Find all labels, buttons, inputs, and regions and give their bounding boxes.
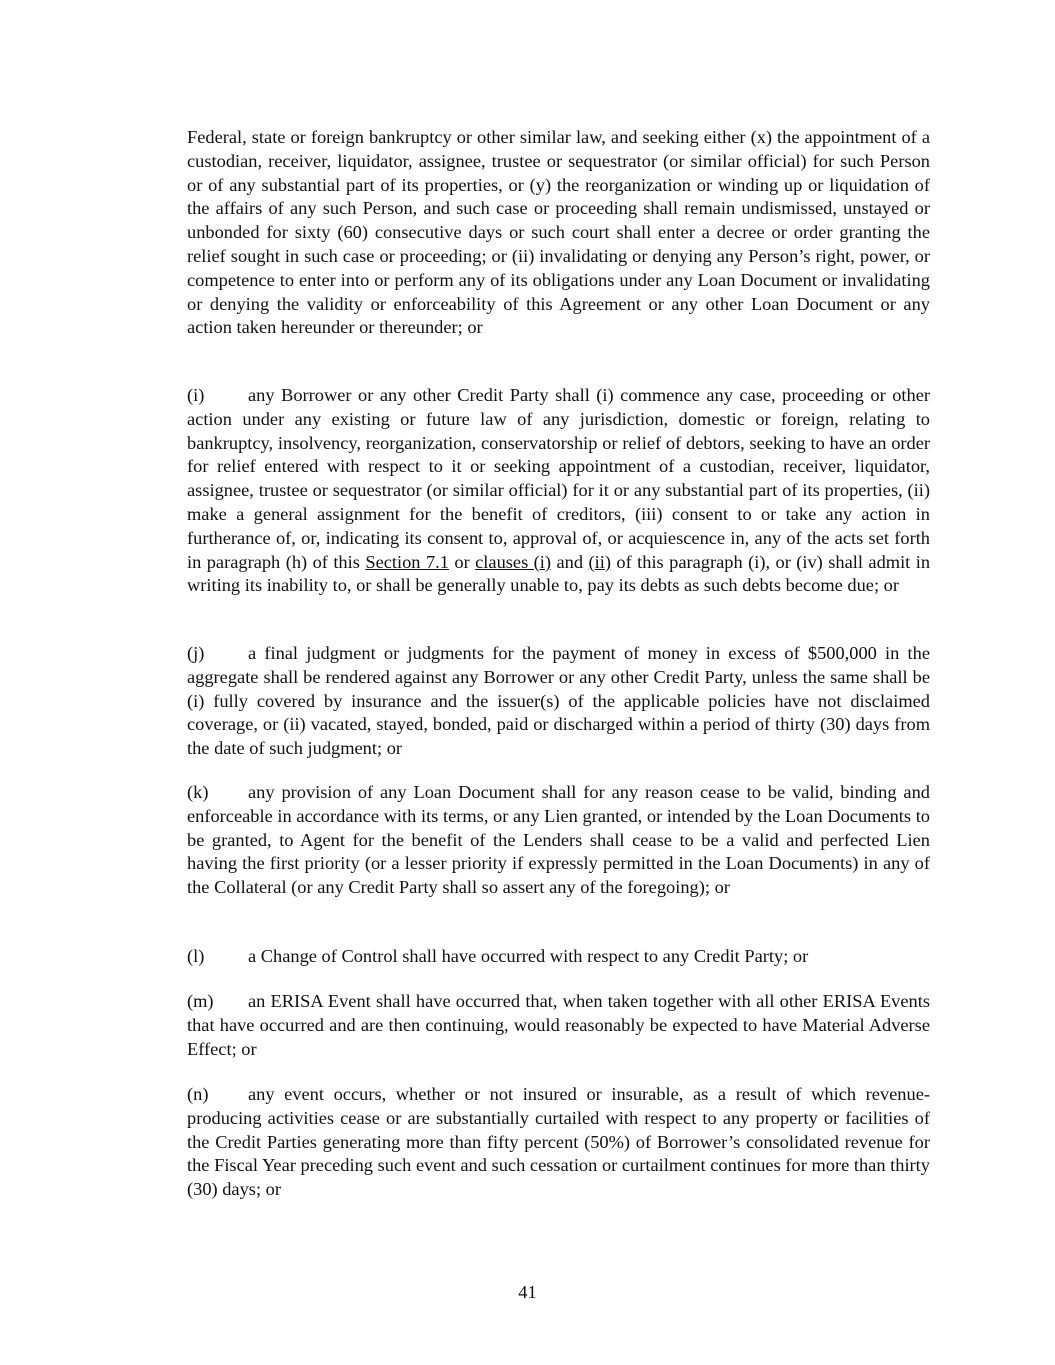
paragraph-text: any event occurs, whether or not insured or insurable, as a result of which revenue-producing activities cease or are substantially curtailed with respect to any property or facilities of the Credit Parties generating more than fifty percent (50%) of Borrower’s consolidated revenue for the Fiscal Year preceding such event and such cessation or curtailment continues for more than thirty (30) days; or <box>187 1084 930 1200</box>
paragraph-text: and <box>551 551 589 572</box>
paragraph-marker: (n) <box>187 1084 209 1104</box>
paragraph-k <box>187 781 930 900</box>
clause-reference: clauses (i) <box>475 551 552 572</box>
paragraph-marker: (j) <box>187 643 205 663</box>
paragraph-text: a Change of Control shall have occurred with respect to any Credit Party; or <box>248 946 809 966</box>
paragraph-marker: (k) <box>187 782 209 802</box>
paragraph-marker: (i) <box>187 385 205 405</box>
page-number: 41 <box>518 1282 537 1302</box>
paragraph-marker: (m) <box>187 991 214 1011</box>
clause-reference: (ii) <box>588 551 611 572</box>
paragraph-i <box>187 384 930 598</box>
paragraph-text: of this paragraph (i), or (iv) shall admit in writing its inability to, or shall be generally unable to, pay its debts as such debts become due; or <box>187 551 931 596</box>
paragraph-l <box>187 945 930 969</box>
continuation-paragraph <box>187 126 930 340</box>
paragraph-marker: (l) <box>187 946 205 966</box>
paragraph-text: any Borrower or any other Credit Party shall (i) commence any case, proceeding or other action under any existing or future law of any jurisdiction, domestic or foreign, relating to bankruptcy, insolvency, reorganization, conservatorship or relief of debtors, seeking to have an order for relief entered with respect to it or seeking appointment of a custodian, receiver, liquidator, assignee, trustee or sequestrator (or similar official) for it or any substantial part of its properties, (ii) make a general assignment for the benefit of creditors, (iii) consent to or take any action in furtherance of, or, indicating its consent to, approval of, or acquiescence in, any of the acts set forth in paragraph (h) of this <box>187 385 930 572</box>
paragraph-text: any provision of any Loan Document shall for any reason cease to be valid, binding and enforceable in accordance with its terms, or any Lien granted, or intended by the Loan Documents to be granted, to Agent for the benefit of the Lenders shall cease to be a valid and perfected Lien having the first priority (or a lesser priority if expressly permitted in the Loan Documents) in any of the Collateral (or any Credit Party shall so assert any of the foregoing); or <box>187 782 930 898</box>
paragraph-m <box>187 990 930 1061</box>
paragraph-n <box>187 1083 930 1202</box>
paragraph-text: an ERISA Event shall have occurred that, when taken together with all other ERISA Events that have occurred and are then continuing, would reasonably be expected to have Material Adverse Effect; or <box>187 991 930 1059</box>
paragraph-j <box>187 642 930 761</box>
continuation-text: Federal, state or foreign bankruptcy or other similar law, and seeking either (x) the appointment of a custodian, receiver, liquidator, assignee, trustee or sequestrator (or similar official) for such Person or of any substantial part of its properties, or (y) the reorganization or winding up or liquidation of the affairs of any such Person, and such case or proceeding shall remain undismissed, unstayed or unbonded for sixty (60) consecutive days or such court shall enter a decree or order granting the relief sought in such case or proceeding; or (ii) invalidating or denying any Person’s right, power, or competence to enter into or perform any of its obligations under any Loan Document or invalidating or denying the validity or enforceability of this Agreement or any other Loan Document or any action taken hereunder or thereunder; or <box>187 127 930 338</box>
paragraph-text: or <box>448 551 476 572</box>
paragraph-text: a final judgment or judgments for the payment of money in excess of $500,000 in the aggregate shall be rendered against any Borrower or any other Credit Party, unless the same shall be (i) fully covered by insurance and the issuer(s) of the applicable policies have not disclaimed coverage, or (ii) vacated, stayed, bonded, paid or discharged within a period of thirty (30) days from the date of such judgment; or <box>187 643 930 759</box>
section-reference: Section 7.1 <box>365 551 449 572</box>
